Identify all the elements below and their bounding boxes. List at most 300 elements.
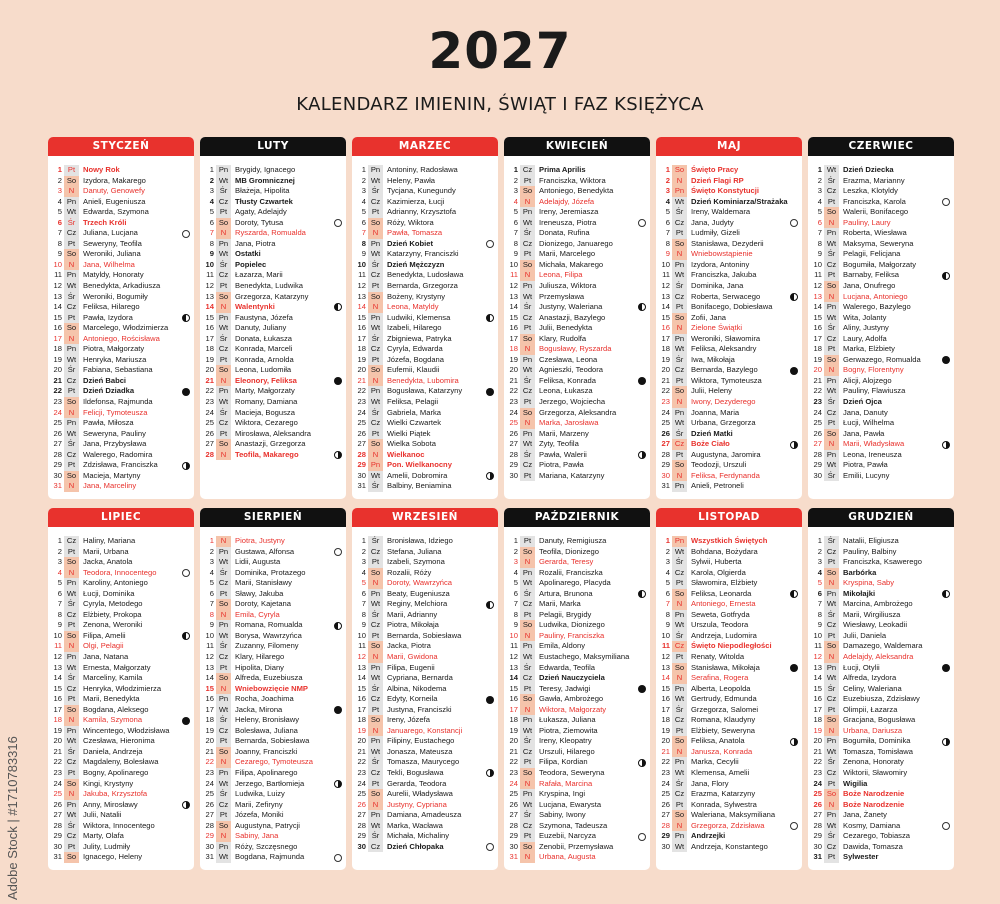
weekday-abbr: Wt	[824, 599, 839, 610]
day-row	[48, 260, 194, 271]
day-row	[200, 218, 346, 229]
day-number: 17	[53, 333, 62, 343]
day-number: 27	[205, 439, 214, 449]
day-row	[504, 589, 650, 600]
name-day-text: Walentynki	[235, 302, 275, 312]
day-number: 18	[661, 344, 670, 354]
name-day-text: Alicji, Alojzego	[843, 375, 892, 385]
day-number: 20	[357, 736, 366, 746]
day-row	[200, 620, 346, 631]
weekday-abbr: Pn	[824, 228, 839, 239]
day-number: 22	[661, 757, 670, 767]
weekday-abbr: Pt	[520, 684, 535, 695]
day-number: 8	[209, 238, 214, 248]
day-number: 13	[205, 662, 214, 672]
weekday-abbr: Pt	[64, 460, 79, 471]
weekday-abbr: So	[368, 789, 383, 800]
weekday-abbr: Wt	[64, 281, 79, 292]
first-quarter-moon-icon	[638, 759, 646, 767]
day-number: 14	[205, 302, 214, 312]
day-number: 2	[817, 546, 822, 556]
day-row	[200, 439, 346, 450]
name-day-text: Wiktora, Cezarego	[235, 418, 298, 428]
day-list	[656, 536, 802, 852]
day-list	[808, 165, 954, 481]
name-day-text: Sabiny, Jana	[235, 831, 279, 841]
day-number: 10	[813, 259, 822, 269]
day-number: 22	[509, 757, 518, 767]
name-day-text: Dawida, Tomasza	[843, 841, 903, 851]
name-day-text: Fabiana, Sebastiana	[83, 365, 153, 375]
day-number: 17	[205, 333, 214, 343]
month-header: WRZESIEŃ	[352, 508, 498, 527]
first-quarter-moon-icon	[790, 441, 798, 449]
day-number: 1	[513, 165, 518, 174]
name-day-text: Ryszarda, Romualda	[235, 228, 306, 238]
weekday-abbr: Cz	[672, 568, 687, 579]
day-number: 17	[205, 704, 214, 714]
day-number: 24	[509, 407, 518, 417]
day-number: 30	[53, 470, 62, 480]
name-day-text: Alfreda, Izydora	[843, 673, 897, 683]
day-row	[48, 481, 194, 492]
day-number: 28	[813, 449, 822, 459]
day-row	[504, 663, 650, 674]
name-day-text: Seweta, Gotfryda	[691, 609, 750, 619]
day-number: 3	[361, 557, 366, 567]
day-number: 18	[661, 715, 670, 725]
day-number: 14	[53, 302, 62, 312]
day-number: 14	[813, 673, 822, 683]
day-row	[808, 842, 954, 853]
day-row	[352, 197, 498, 208]
name-day-text: Łucji, Otylii	[843, 662, 880, 672]
name-day-text: Święto Konstytucji	[691, 186, 759, 196]
name-day-text: Konrada, Arnolda	[235, 354, 294, 364]
day-number: 26	[205, 799, 214, 809]
weekday-abbr: Pt	[824, 197, 839, 208]
name-day-text: Piotra, Mikołaja	[387, 620, 439, 630]
day-row	[200, 715, 346, 726]
day-number: 26	[813, 428, 822, 438]
weekday-abbr: Wt	[672, 768, 687, 779]
name-day-text: Celiny, Waleriana	[843, 683, 902, 693]
weekday-abbr: Pt	[520, 249, 535, 260]
month-header: KWIECIEŃ	[504, 137, 650, 156]
weekday-abbr: Wt	[824, 165, 839, 176]
weekday-abbr: N	[824, 726, 839, 737]
day-row	[200, 779, 346, 790]
day-row	[200, 323, 346, 334]
weekday-abbr: Cz	[216, 800, 231, 811]
weekday-abbr: Wt	[672, 547, 687, 558]
name-day-text: Eustachego, Maksymiliana	[539, 652, 630, 662]
day-number: 12	[661, 281, 670, 291]
weekday-abbr: Cz	[216, 270, 231, 281]
day-number: 6	[665, 217, 670, 227]
day-number: 25	[813, 418, 822, 428]
name-day-text: Doroty, Tytusa	[235, 217, 284, 227]
day-list	[504, 165, 650, 481]
weekday-abbr: Śr	[64, 673, 79, 684]
day-number: 26	[813, 799, 822, 809]
day-number: 7	[665, 599, 670, 609]
day-row	[504, 852, 650, 863]
name-day-text: Marii, Marcelego	[539, 249, 596, 259]
day-row	[352, 344, 498, 355]
name-day-text: Romana, Klaudyny	[691, 715, 756, 725]
name-day-text: Rafała, Marcina	[539, 778, 593, 788]
day-number: 23	[357, 768, 366, 778]
day-row	[48, 355, 194, 366]
day-row	[352, 568, 498, 579]
day-number: 6	[665, 588, 670, 598]
name-day-text: Bernarda, Grzegorza	[387, 281, 458, 291]
weekday-abbr: Wt	[824, 673, 839, 684]
day-number: 24	[205, 778, 214, 788]
day-row	[808, 641, 954, 652]
name-day-text: Doroty, Kajetana	[235, 599, 291, 609]
day-number: 18	[813, 715, 822, 725]
day-row	[352, 418, 498, 429]
weekday-abbr: Cz	[64, 376, 79, 387]
name-day-text: Stefana, Juliana	[387, 546, 442, 556]
day-number: 30	[357, 470, 366, 480]
day-number: 19	[661, 354, 670, 364]
weekday-abbr: Śr	[368, 831, 383, 842]
day-row	[656, 557, 802, 568]
name-day-text: Ireny, Waldemara	[691, 207, 751, 217]
day-number: 13	[509, 662, 518, 672]
name-day-text: Waleriana, Maksymiliana	[691, 810, 776, 820]
weekday-abbr: Śr	[520, 663, 535, 674]
day-number: 12	[205, 281, 214, 291]
full-moon-icon	[182, 230, 190, 238]
day-number: 23	[661, 397, 670, 407]
weekday-abbr: So	[824, 568, 839, 579]
weekday-abbr: So	[824, 355, 839, 366]
day-number: 13	[53, 291, 62, 301]
weekday-abbr: Wt	[216, 249, 231, 260]
name-day-text: Borysa, Wawrzyńca	[235, 630, 302, 640]
name-day-text: Bogdana, Rajmunda	[235, 852, 305, 862]
weekday-abbr: N	[64, 568, 79, 579]
weekday-abbr: N	[520, 344, 535, 355]
day-row	[352, 313, 498, 324]
day-number: 1	[361, 536, 366, 545]
weekday-abbr: Wt	[216, 176, 231, 187]
day-row	[352, 439, 498, 450]
day-row	[656, 418, 802, 429]
name-day-text: Ignacego, Heleny	[83, 852, 143, 862]
name-day-text: Joanny, Franciszki	[235, 746, 298, 756]
day-row	[504, 418, 650, 429]
last-quarter-moon-icon	[334, 622, 342, 630]
day-row	[504, 641, 650, 652]
day-number: 12	[357, 281, 366, 291]
day-row	[352, 460, 498, 471]
weekday-abbr: N	[216, 450, 231, 461]
first-quarter-moon-icon	[942, 738, 950, 746]
name-day-text: Leona, Ludomiła	[235, 365, 292, 375]
day-number: 24	[205, 407, 214, 417]
name-day-text: Renaty, Witolda	[691, 652, 745, 662]
day-row	[656, 536, 802, 547]
weekday-abbr: So	[672, 460, 687, 471]
weekday-abbr: Śr	[824, 176, 839, 187]
day-row	[48, 779, 194, 790]
weekday-abbr: Wt	[824, 747, 839, 758]
day-number: 30	[509, 470, 518, 480]
weekday-abbr: So	[520, 694, 535, 705]
weekday-abbr: Cz	[368, 547, 383, 558]
weekday-abbr: Pt	[368, 355, 383, 366]
day-number: 2	[817, 175, 822, 185]
name-day-text: Marii, Wirgiliusza	[843, 609, 901, 619]
weekday-abbr: Cz	[368, 270, 383, 281]
weekday-abbr: Cz	[216, 578, 231, 589]
day-number: 10	[661, 630, 670, 640]
day-number: 8	[665, 238, 670, 248]
day-number: 15	[509, 683, 518, 693]
day-row	[352, 260, 498, 271]
name-day-text: Jana, Przybysława	[83, 439, 147, 449]
day-number: 21	[357, 375, 366, 385]
name-day-text: Jana, Żanety	[843, 810, 887, 820]
new-moon-icon	[486, 388, 494, 396]
day-number: 28	[357, 449, 366, 459]
day-row	[352, 218, 498, 229]
name-day-text: Balbiny, Beniamina	[387, 481, 452, 491]
weekday-abbr: N	[368, 376, 383, 387]
name-day-text: Rozalii, Róży	[387, 567, 432, 577]
weekday-abbr: Cz	[216, 344, 231, 355]
weekday-abbr: N	[216, 536, 231, 547]
day-row	[200, 334, 346, 345]
weekday-abbr: Śr	[672, 631, 687, 642]
day-row	[656, 620, 802, 631]
day-number: 5	[665, 207, 670, 217]
day-row	[352, 249, 498, 260]
day-number: 14	[357, 673, 366, 683]
name-day-text: Bonifacego, Dobiesława	[691, 302, 773, 312]
day-number: 19	[357, 725, 366, 735]
name-day-text: Kazimierza, Łucji	[387, 196, 445, 206]
day-number: 11	[510, 270, 518, 280]
name-day-text: Danuty, Juliany	[235, 323, 287, 333]
day-row	[504, 715, 650, 726]
name-day-text: Jacka, Piotra	[387, 641, 431, 651]
weekday-abbr: Śr	[672, 429, 687, 440]
weekday-abbr: Cz	[520, 386, 535, 397]
day-row	[808, 705, 954, 716]
day-number: 10	[509, 259, 518, 269]
day-row	[808, 376, 954, 387]
day-number: 30	[661, 470, 670, 480]
day-row	[48, 376, 194, 387]
day-number: 3	[817, 186, 822, 196]
weekday-abbr: Pt	[520, 397, 535, 408]
weekday-abbr: So	[824, 429, 839, 440]
name-day-text: Marty, Małgorzaty	[235, 386, 295, 396]
weekday-abbr: Wt	[672, 197, 687, 208]
name-day-text: Serafina, Rogera	[691, 673, 749, 683]
day-number: 30	[509, 841, 518, 851]
day-number: 21	[205, 375, 214, 385]
name-day-text: Marii, Władysława	[843, 439, 905, 449]
name-day-text: Maksyma, Seweryna	[843, 238, 914, 248]
name-day-text: Macieja, Bogusza	[235, 407, 295, 417]
weekday-abbr: Pt	[64, 842, 79, 853]
day-number: 25	[813, 789, 822, 799]
day-row	[200, 557, 346, 568]
weekday-abbr: Cz	[672, 715, 687, 726]
day-number: 23	[205, 397, 214, 407]
day-row	[808, 418, 954, 429]
day-row	[808, 460, 954, 471]
day-number: 3	[57, 186, 62, 196]
name-day-text: Kosmy, Damiana	[843, 820, 901, 830]
day-row	[808, 673, 954, 684]
day-number: 18	[509, 715, 518, 725]
weekday-abbr: Cz	[520, 313, 535, 324]
weekday-abbr: So	[824, 715, 839, 726]
weekday-abbr: Pn	[824, 376, 839, 387]
day-number: 4	[209, 196, 214, 206]
weekday-abbr: N	[672, 599, 687, 610]
day-row	[504, 810, 650, 821]
day-number: 13	[205, 291, 214, 301]
day-number: 29	[813, 831, 822, 841]
weekday-abbr: Cz	[824, 620, 839, 631]
day-row	[48, 673, 194, 684]
weekday-abbr: Pn	[672, 334, 687, 345]
name-day-text: Dzień Matki	[691, 428, 733, 438]
day-number: 25	[509, 418, 518, 428]
day-row	[656, 365, 802, 376]
day-number: 17	[509, 704, 518, 714]
day-row	[352, 270, 498, 281]
day-row	[352, 429, 498, 440]
weekday-abbr: Wt	[672, 842, 687, 853]
weekday-abbr: Pn	[520, 789, 535, 800]
day-row	[656, 736, 802, 747]
day-number: 5	[209, 578, 214, 588]
day-number: 21	[53, 375, 62, 385]
weekday-abbr: Śr	[824, 397, 839, 408]
day-row	[48, 249, 194, 260]
name-day-text: Jana, Wilhelma	[83, 259, 135, 269]
name-day-text: Julii, Heleny	[691, 386, 732, 396]
day-row	[352, 386, 498, 397]
weekday-abbr: Cz	[216, 652, 231, 663]
day-number: 25	[205, 789, 214, 799]
name-day-text: Kryspina, Saby	[843, 578, 895, 588]
day-number: 26	[53, 799, 62, 809]
day-row	[352, 589, 498, 600]
name-day-text: Kryspina, Ingi	[539, 789, 586, 799]
name-day-text: Walerii, Bonifacego	[843, 207, 909, 217]
name-day-text: Szymona, Tadeusza	[539, 820, 608, 830]
day-row	[504, 397, 650, 408]
name-day-text: Bronisława, Idziego	[387, 536, 453, 545]
day-row	[200, 429, 346, 440]
day-row	[504, 207, 650, 218]
day-row	[808, 228, 954, 239]
day-row	[656, 334, 802, 345]
weekday-abbr: So	[64, 557, 79, 568]
full-moon-icon	[334, 548, 342, 556]
day-number: 9	[513, 620, 518, 630]
day-number: 31	[509, 852, 518, 862]
weekday-abbr: Cz	[824, 768, 839, 779]
weekday-abbr: Pt	[368, 281, 383, 292]
name-day-text: Grzegorza, Zdzisława	[691, 820, 765, 830]
day-number: 22	[53, 386, 62, 396]
weekday-abbr: Pt	[216, 810, 231, 821]
day-row	[200, 831, 346, 842]
day-row	[200, 176, 346, 187]
name-day-text: Eleonory, Feliksa	[235, 375, 297, 385]
weekday-abbr: N	[672, 249, 687, 260]
name-day-text: Anieli, Petroneli	[691, 481, 744, 491]
day-row	[200, 270, 346, 281]
day-row	[656, 599, 802, 610]
day-number: 30	[813, 841, 822, 851]
day-number: 17	[813, 333, 822, 343]
name-day-text: Roberta, Serwacego	[691, 291, 761, 301]
name-day-text: Pelagii, Felicjana	[843, 249, 901, 259]
day-row	[48, 694, 194, 705]
name-day-text: Marka, Wacława	[387, 820, 443, 830]
day-row	[656, 344, 802, 355]
day-row	[808, 408, 954, 419]
day-number: 15	[53, 312, 62, 322]
day-number: 1	[209, 536, 214, 545]
day-number: 20	[53, 365, 62, 375]
name-day-text: Feliksa, Aleksandry	[691, 344, 757, 354]
day-number: 9	[665, 620, 670, 630]
weekday-abbr: So	[824, 207, 839, 218]
weekday-abbr: Pt	[824, 631, 839, 642]
new-moon-icon	[182, 717, 190, 725]
day-row	[48, 536, 194, 547]
name-day-text: Agaty, Adelajdy	[235, 207, 287, 217]
day-row	[48, 568, 194, 579]
name-day-text: Pelagii, Brygidy	[539, 609, 592, 619]
weekday-abbr: Wt	[672, 694, 687, 705]
day-row	[200, 578, 346, 589]
name-day-text: Ludwika, Dionizego	[539, 620, 605, 630]
day-row	[656, 842, 802, 853]
weekday-abbr: Śr	[64, 821, 79, 832]
weekday-abbr: So	[64, 631, 79, 642]
name-day-text: Pauliny, Balbiny	[843, 546, 897, 556]
day-number: 12	[813, 652, 822, 662]
weekday-abbr: Cz	[824, 260, 839, 271]
day-number: 2	[513, 546, 518, 556]
name-day-text: Feliksa, Konrada	[539, 375, 596, 385]
month-header: GRUDZIEŃ	[808, 508, 954, 527]
day-number: 18	[357, 715, 366, 725]
day-row	[48, 418, 194, 429]
day-row	[200, 736, 346, 747]
name-day-text: Walerego, Radomira	[83, 449, 153, 459]
weekday-abbr: Pt	[368, 429, 383, 440]
name-day-text: Bolesława, Juliana	[235, 725, 298, 735]
day-row	[200, 197, 346, 208]
day-row	[656, 302, 802, 313]
